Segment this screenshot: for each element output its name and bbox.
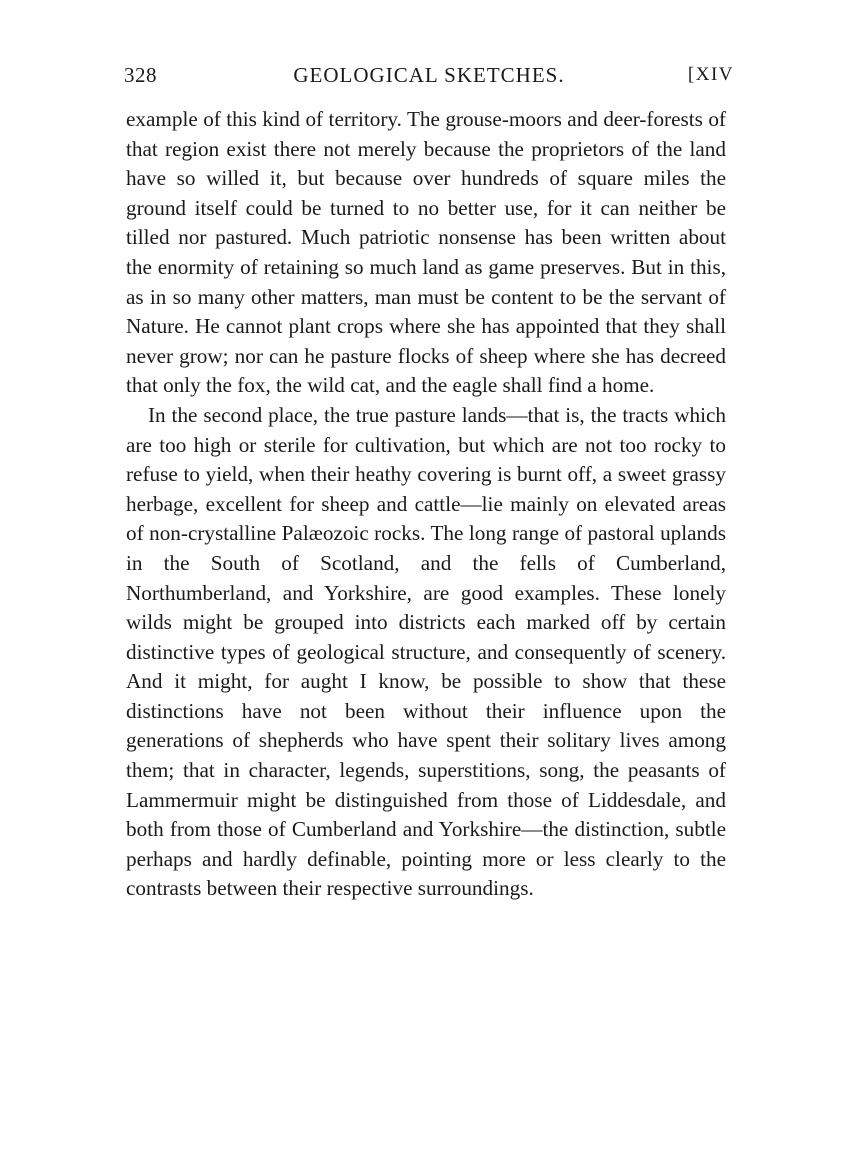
page-number: 328 <box>124 63 157 87</box>
chapter-mark: [XIV <box>687 64 734 85</box>
running-title: GEOLOGICAL SKETCHES. <box>293 63 565 87</box>
paragraph-pasture-lands: In the second place, the true pasture lands—that is, the tracts which are too high or sterile for cultivation, but which are not too rocky to refuse to yield, when their heathy covering is burnt off, a sweet grassy herbage, excellent for sheep and cattle—lie mainly on elevated areas of non-crystalline Palæozoic rocks. The long range of pastoral uplands in the South of Scotland, and the fells of Cumberland, Northumberland, and Yorkshire, are good examples. These lonely wilds might be grouped into districts each marked off by certain distinctive types of geological structure, and consequently of scenery. And it might, for aught I know, be possible to show that these distinctions have not been without their influence upon the generations of shepherds who have spent their solitary lives among them; that in character, legends, superstitions, song, the peasants of Lammermuir might be distinguished from those of Liddesdale, and both from those of Cumberland and Yorkshire—the distinction, subtle perhaps and hardly definable, pointing more or less clearly to the contrasts between their respective surroundings. <box>126 402 726 901</box>
body-text <box>126 105 726 904</box>
running-head <box>124 60 734 90</box>
paragraph-continued: example of this kind of territory. The grouse-moors and deer-forests of that region exist there not merely because the proprietors of the land have so willed it, but because over hundreds of square miles the ground itself could be turned to no better use, for it can neither be tilled nor pastured. Much patriotic nonsense has been written about the enormity of retaining so much land as game preserves. But in this, as in so many other matters, man must be content to be the servant of Nature. He cannot plant crops where she has appointed that they shall never grow; nor can he pasture flocks of sheep where she has decreed that only the fox, the wild cat, and the eagle shall find a home. <box>126 107 726 398</box>
